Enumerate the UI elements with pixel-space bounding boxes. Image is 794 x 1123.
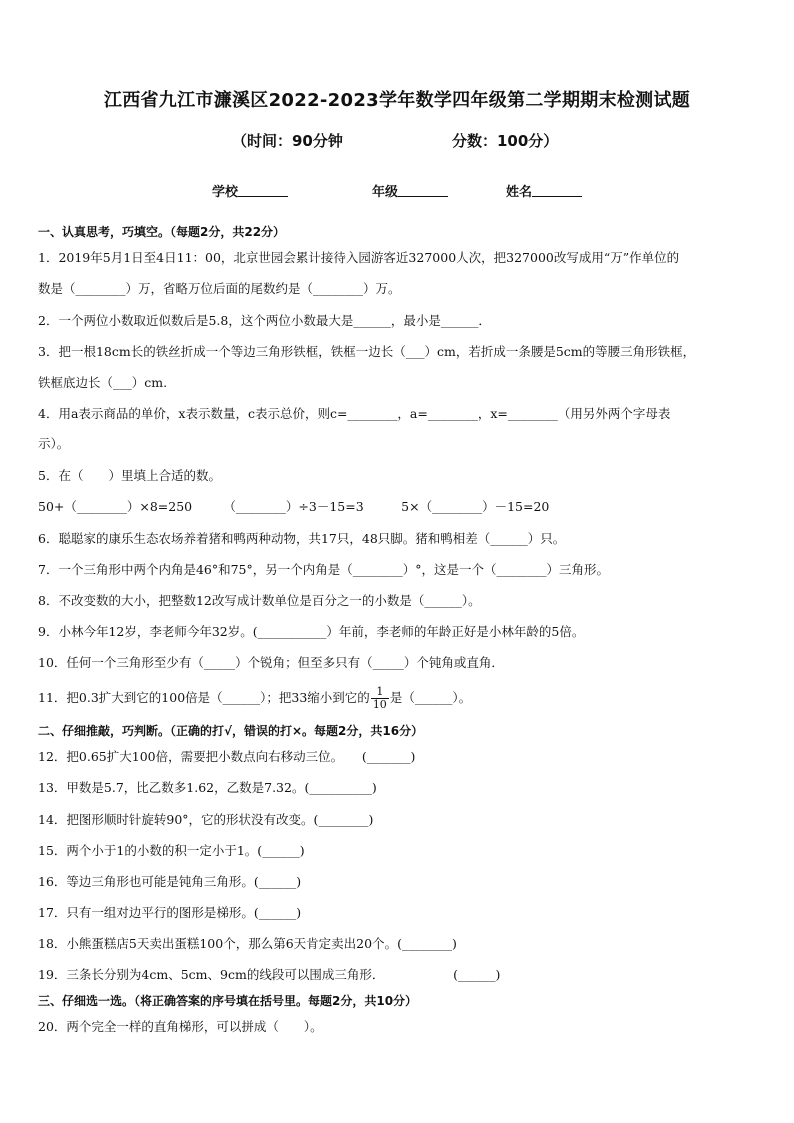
grade-label: 年级 (372, 185, 399, 200)
question-11 (38, 684, 471, 712)
question-16: 16．等边三角形也可能是钝角三角形。(______) (38, 874, 302, 889)
section-3-heading: 三、仔细选一选。（将正确答案的序号填在括号里。每题2分，共10分） (38, 994, 418, 1008)
grade-blank (398, 184, 448, 197)
question-9: 9．小林今年12岁，李老师今年32岁。(___________）年前，李老师的年龄正好是小林年龄的5倍。 (38, 624, 585, 639)
fraction-numerator: 1 (371, 686, 389, 699)
question-4-line-1: 4．用a表示商品的单价，x表示数量，c表示总价，则c=________，a=________，x=________（用另外两个字母表 (38, 406, 671, 421)
question-15: 15．两个小于1的小数的积一定小于1。(______) (38, 843, 305, 858)
question-14: 14．把图形顺时针旋转90°，它的形状没有改变。(________) (38, 812, 374, 827)
question-13: 13．甲数是5.7，比乙数多1.62，乙数是7.32。(__________) (38, 780, 377, 795)
question-4-line-2: 示）。 (38, 436, 70, 451)
section-1-heading: 一、认真思考，巧填空。（每题2分，共22分） (38, 225, 286, 239)
exam-title: 江西省九江市濂溪区2022-2023学年数学四年级第二学期期末检测试题 (103, 90, 691, 111)
question-11-part-2: 是（______）。 (389, 690, 472, 705)
school-field (212, 181, 288, 200)
question-10: 10．任何一个三角形至少有（_____）个锐角；但至多只有（_____）个钝角或直角． (38, 655, 504, 670)
question-1-line-2: 数是（________）万，省略万位后面的尾数约是（________）万。 (38, 281, 401, 296)
name-blank (532, 184, 582, 197)
name-field (506, 181, 582, 200)
question-19: 19．三条长分别为4cm、5cm、9cm的线段可以围成三角形． (______) (38, 967, 501, 982)
question-5-equations: 50+（________）×8=250 （________）÷3－15=3 5×（________）－15=20 (38, 499, 550, 514)
school-label: 学校 (212, 185, 239, 200)
question-12: 12．把0.65扩大100倍，需要把小数点向右移动三位。 (_______) (38, 749, 416, 764)
school-blank (238, 184, 288, 197)
question-3-line-2: 铁框底边长（___）cm. (38, 375, 168, 390)
name-label: 姓名 (506, 185, 533, 200)
fraction-one-tenth (371, 686, 389, 711)
question-3-line-1: 3．把一根18cm长的铁丝折成一个等边三角形铁框，铁框一边长（___）cm，若折成一条腰是5cm的等腰三角形铁框， (38, 344, 696, 359)
question-8: 8．不改变数的大小，把整数12改写成计数单位是百分之一的小数是（______）。 (38, 593, 481, 608)
score-label: 分数：100分） (452, 132, 559, 150)
question-5: 5．在（ ）里填上合适的数。 (38, 468, 221, 483)
question-6: 6．聪聪家的康乐生态农场养着猪和鸭两种动物，共17只，48只脚。猪和鸭相差（______）只。 (38, 531, 566, 546)
question-18: 18．小熊蛋糕店5天卖出蛋糕100个，那么第6天肯定卖出20个。(________) (38, 936, 457, 951)
question-2: 2．一个两位小数取近似数后是5.8，这个两位小数最大是______，最小是______． (38, 313, 491, 328)
section-2-heading: 二、仔细推敲，巧判断。（正确的打√，错误的打×。每题2分，共16分） (38, 724, 424, 738)
question-7: 7．一个三角形中两个内角是46°和75°，另一个内角是（________）°，这是一个（________）三角形。 (38, 562, 610, 577)
question-11-part-1: 11．把0.3扩大到它的100倍是（______）；把33缩小到它的 (38, 690, 370, 705)
question-17: 17．只有一组对边平行的图形是梯形。(______) (38, 905, 302, 920)
fraction-denominator: 10 (372, 698, 387, 711)
grade-field (372, 181, 448, 200)
question-1-line-1: 1．2019年5月1日至4日11：00，北京世园会累计接待入园游客近327000人次，把327000改写成用“万”作单位的 (38, 250, 680, 265)
question-20: 20．两个完全一样的直角梯形，可以拼成（ ）。 (38, 1019, 323, 1034)
time-label: （时间：90分钟 (232, 132, 343, 150)
